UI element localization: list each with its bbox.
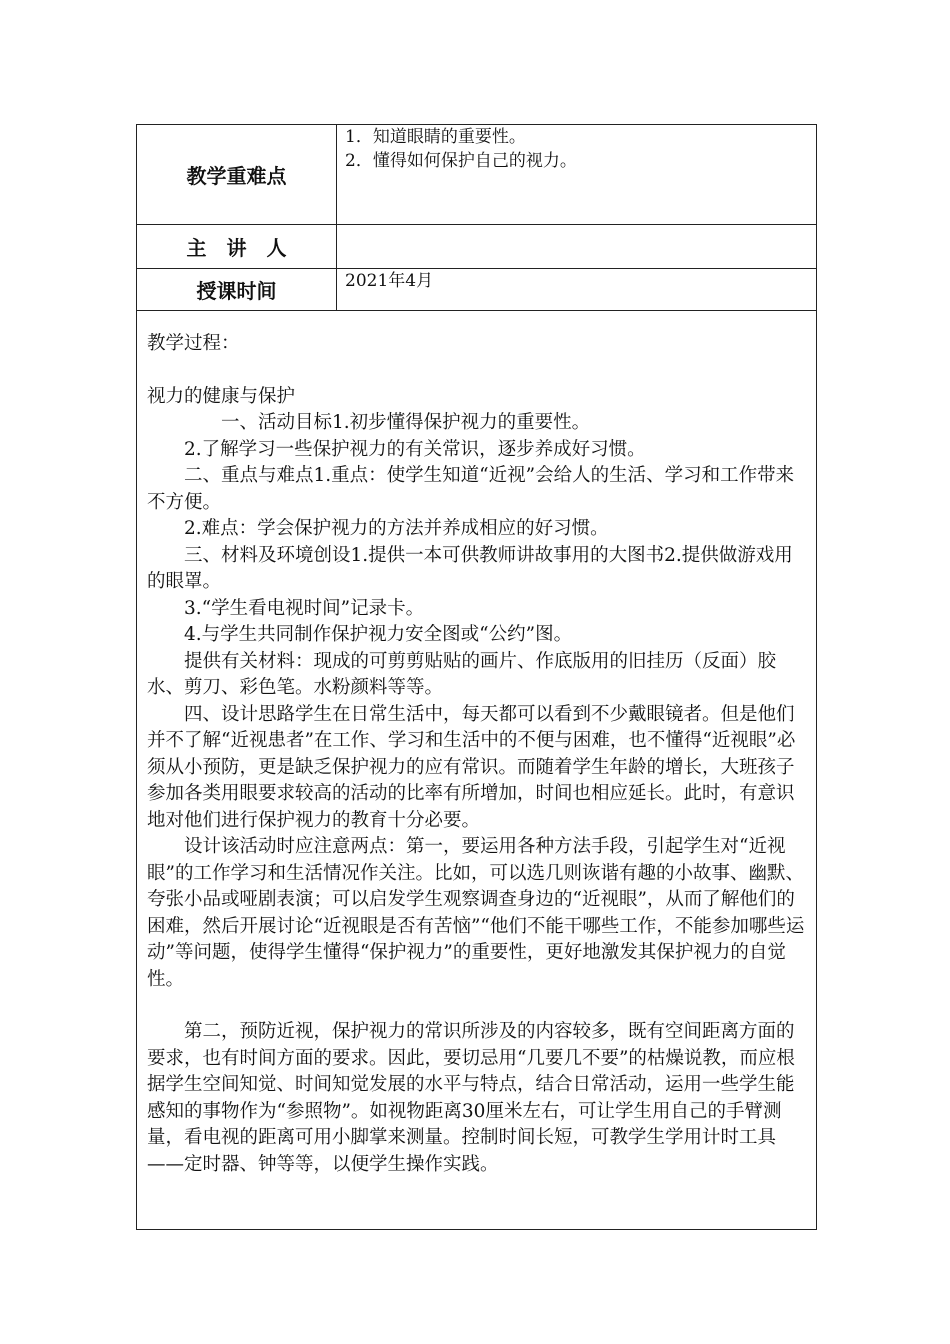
key-point-item: 2．懂得如何保护自己的视力。: [345, 151, 577, 171]
lecturer-label: 主 讲 人: [137, 225, 337, 269]
process-title: 视力的健康与保护: [147, 385, 296, 407]
paragraph: 3.“学生看电视时间”记录卡。: [184, 597, 425, 619]
paragraph: 设计该活动时应注意两点：第一，要运用各种方法手段，引起学生对“近视眼”的工作学习和生活情况作关注。比如，可以选几则诙谐有趣的小故事、幽默、夸张小品或哑剧表演；可以启发学生观察调查身边的“近视眼”，从而了解他们的困难，然后开展讨论“近视眼是否有苦恼”“他们不能干哪些工作，不能参加哪些运动”等问题，使得学生懂得“保护视力”的重要性，更好地激发其保护视力的自觉性。: [147, 836, 805, 990]
lesson-plan-page: [136, 124, 816, 1230]
time-label: 授课时间: [137, 269, 337, 311]
key-point-item: 1．知道眼睛的重要性。: [345, 127, 526, 147]
paragraph-final: 第二，预防近视，保护视力的常识所涉及的内容较多，既有空间距离方面的要求，也有时间方面的要求。因此，要切忌用“几要几不要”的枯燥说教，而应根据学生空间知觉、时间知觉发展的水平与特点，结合日常活动，运用一些学生能感知的事物作为“参照物”。如视物距离30厘米左右，可让学生用自己的手臂测量，看电视的距离可用小脚掌来测量。控制时间长短，可教学生学用计时工具——定时器、钟等等，以便学生操作实践。: [147, 1021, 795, 1175]
key-points-row: [137, 125, 817, 225]
lecturer-value: [337, 225, 817, 269]
time-row: [137, 269, 817, 311]
key-points-cell: [337, 125, 817, 225]
key-points-label: 教学重难点: [137, 125, 337, 225]
paragraph: 2.了解学习一些保护视力的有关常识，逐步养成好习惯。: [184, 438, 646, 460]
paragraph: 提供有关材料：现成的可剪剪贴贴的画片、作底版用的旧挂历（反面）胶水、剪刀、彩色笔。水粉颜料等等。: [147, 650, 777, 698]
paragraph: 二、重点与难点1.重点：使学生知道“近视”会给人的生活、学习和工作带来不方便。: [147, 465, 795, 513]
paragraph: 四、设计思路学生在日常生活中，每天都可以看到不少戴眼镜者。但是他们并不了解“近视患者”在工作、学习和生活中的不便与困难，也不懂得“近视眼”必须从小预防，更是缺乏保护视力的应有常识。而随着学生年龄的增长，大班孩子参加各类用眼要求较高的活动的比率有所增加，时间也相应延长。此时，有意识地对他们进行保护视力的教育十分必要。: [147, 703, 796, 831]
process-heading: 教学过程：: [147, 333, 240, 354]
time-cell: [337, 269, 817, 311]
process-row: [137, 311, 817, 1230]
paragraph: 一、活动目标1.初步懂得保护视力的重要性。: [184, 412, 591, 433]
paragraph: 2.难点：学会保护视力的方法并养成相应的好习惯。: [184, 518, 609, 539]
time-value: 2021年4月: [345, 271, 434, 291]
paragraph: 三、材料及环境创设1.提供一本可供教师讲故事用的大图书2.提供做游戏用的眼罩。: [147, 544, 793, 592]
lecturer-row: [137, 225, 817, 269]
lesson-plan-table: [136, 124, 817, 1230]
paragraph: 4.与学生共同制作保护视力安全图或“公约”图。: [184, 624, 573, 645]
process-cell: [137, 311, 817, 1230]
